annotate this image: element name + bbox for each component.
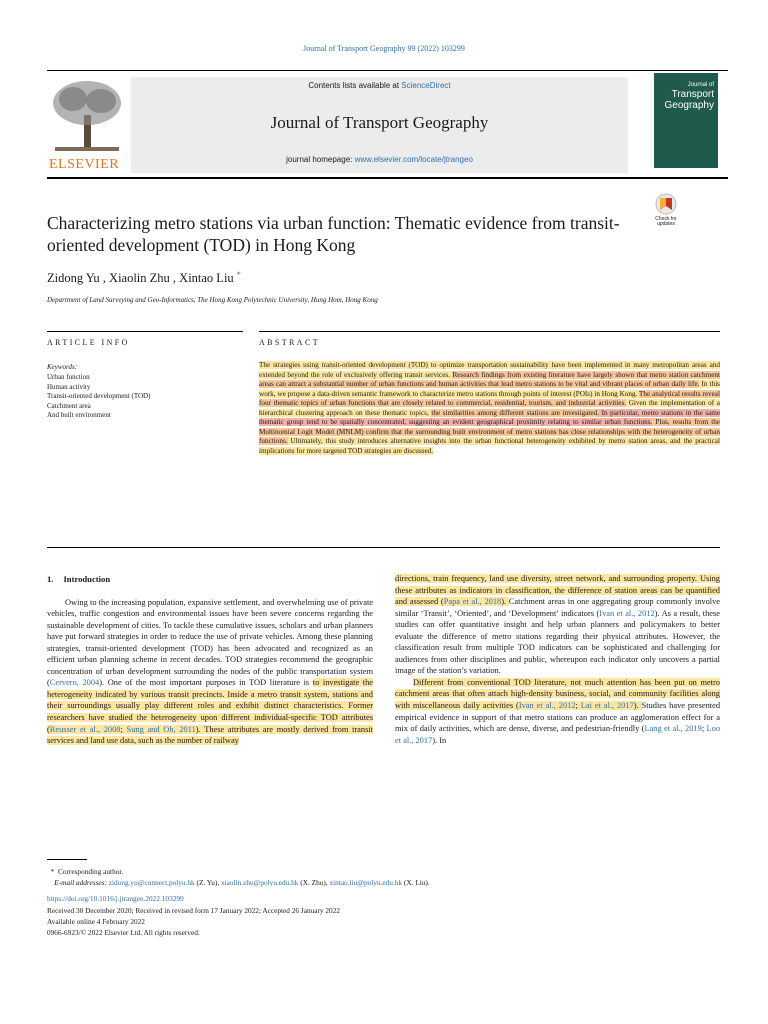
citation-link[interactable]: Ivan et al., 2012 (518, 701, 576, 711)
badge-text-1: Check for (655, 216, 677, 222)
journal-cover-image[interactable] (654, 73, 718, 168)
homepage-prefix: journal homepage: (286, 155, 355, 164)
elsevier-logo[interactable] (47, 77, 127, 173)
footnotes (47, 866, 720, 938)
doi-link[interactable]: https://doi.org/10.1016/j.jtrangeo.2022.103299 (47, 894, 184, 904)
corresponding-author-mark[interactable]: * (236, 270, 241, 279)
elsevier-wordmark: ELSEVIER (49, 157, 120, 172)
corresponding-author-text: Corresponding author. (57, 867, 124, 876)
author-affiliation: Department of Land Surveying and Geo-Informatics, The Hong Kong Polytechnic University, Hung Hom, Hong Kong (47, 296, 378, 304)
corresponding-author-note (47, 866, 720, 877)
journal-title: Journal of Transport Geography (270, 113, 489, 132)
cover-small-text: Journal of (687, 82, 714, 88)
email-label: E-mail addresses: (54, 878, 107, 888)
email-owner: (Z. Yu), (194, 878, 221, 888)
citation-link[interactable]: Cervero, 2004 (49, 678, 100, 688)
email-owner: (X. Liu). (402, 878, 430, 888)
email-link[interactable]: xintao.liu@polyu.edu.hk (329, 878, 403, 888)
journal-banner (131, 77, 628, 173)
article-title: Characterizing metro stations via urban function: Thematic evidence from transit-oriented development (TOD) in Hong Kong (47, 213, 620, 255)
citation-link[interactable]: Papa et al., 2018 (443, 597, 502, 607)
badge-text-2: updates (657, 221, 675, 227)
paragraph-segment: Studies have presented empirical evidence in support of that metro stations can produce an agglomeration effect for a mix of daily activities, which are dense, diverse, and pedestrian-friendly ( (395, 701, 721, 734)
author-list (47, 270, 241, 286)
intro-paragraph-2 (395, 677, 720, 746)
abstract-heading: ABSTRACT (259, 338, 320, 347)
keyword-item: Transit-oriented development (TOD) (47, 392, 151, 400)
citation-link[interactable]: Sung and Oh, 2011 (126, 724, 196, 734)
paragraph-segment: ; (120, 724, 127, 734)
paragraph-segment: ). As a result, these studies can offer quantitative insight and help urban planners and policymakers to better evaluate the difference of metro stations regarding their physical attributes. However, the classification result from multiple TOD indicators can be sophisticated and challenging for audiences from other disciplines and public, whereupon each indicator only uncovers a partial image of the station’s variation. (395, 608, 720, 676)
journal-citation-link[interactable]: Journal of Transport Geography 99 (2022) 103299 (303, 44, 465, 53)
keywords-list (47, 373, 150, 421)
paragraph-segment: ). (633, 701, 642, 711)
copyright-notice: 0966-6923/© 2022 Elsevier Ltd. All rights reserved. (47, 928, 200, 938)
check-for-updates-text (648, 217, 684, 227)
email-link[interactable]: xiaolin.zhu@polyu.edu.hk (221, 878, 299, 888)
cover-line-2: Geography (664, 100, 714, 111)
right-column (395, 573, 720, 746)
paragraph-segment: to investigate the heterogeneity indicated by various transit precincts. Inside a metro transit system, stations and their surroundings usually play different roles and exhibit distinct characteristics. Former researchers have studied the heterogeneity upon different individual-specific TOD attributes ( (47, 678, 373, 734)
journal-masthead (47, 70, 728, 179)
homepage-link[interactable]: www.elsevier.com/locate/jtrangeo (354, 155, 473, 164)
contents-availability (131, 81, 628, 90)
citation-link[interactable]: Lang et al., 2019 (644, 724, 702, 734)
section-title: Introduction (63, 574, 111, 584)
paragraph-segment: Owing to the increasing population, expansive settlement, and overwhelming use of private vehicles, traffic congestion and environmental issues have been severe concerns regarding the sustainable development of cities. To tackle these cumulative issues, scholars and urban planners have put forward strategies in order to reduce the use of private vehicles. Among these planning strategies, transit-oriented development (TOD) has been advocated and recognized as an efficient urban planning scheme in recent decades. TOD strategies recommend the geographic concentration of urban development surrounding the nodes of the public transportation system ( (47, 597, 373, 688)
email-addresses (47, 877, 720, 888)
left-column (47, 574, 373, 747)
footnote-rule (47, 859, 87, 860)
section-number: 1. (47, 574, 54, 584)
abstract-segment: Ultimately, this study introduces alternative insights into the urban functional heterogeneity exhibited by metro station areas, and the practical implications for more targeted TOD strategies are discussed. (259, 437, 720, 455)
paragraph-segment: directions, train frequency, land use diversity, street network, and surrounding property. Using these attributes as indicators in classification, the difference of station areas can be quantified and assessed ( (395, 574, 720, 607)
journal-homepage (131, 155, 628, 164)
received-dates: Received 30 December 2020; Received in revised form 17 January 2022; Accepted 26 January 2022 (47, 905, 340, 915)
paragraph-segment: Different from conventional TOD literature, not much attention has been put on metro catchment areas that often attach high-density business, social, and community facilities along with miscellaneous daily activities ( (395, 677, 720, 711)
check-for-updates-badge[interactable] (648, 192, 684, 232)
abstract-segment: In this work, we propose a data-driven semantic framework to characterize metro stations through points of interest (POIs) in Hong Kong. (259, 380, 720, 398)
intro-paragraph-continued (395, 573, 720, 677)
keyword-item: Urban function (47, 373, 90, 381)
available-online-date: Available online 4 February 2022 (47, 916, 145, 926)
citation-link[interactable]: Ivan et al., 2012 (599, 608, 655, 618)
abstract-segment: The strategies using transit-oriented development (TOD) to optimize transportation sustainability have been implemented in many metropolitan areas and extended beyond the role of exclusively offering transit services. (259, 361, 720, 379)
keyword-item: And built environment (47, 411, 111, 419)
abstract-segment: Research findings from existing literature have largely shown that metro station catchment areas can attract a substantial number of urban functions and human activities that lead metro stations to be vital and vibrant places of urban daily life. (259, 370, 720, 388)
email-link[interactable]: zidong.yu@connect.polyu.hk (108, 878, 195, 888)
cover-line-1: Transport (671, 89, 714, 100)
keywords-label: Keywords: (47, 363, 78, 371)
citation-link[interactable]: Loo et al., 2017 (395, 724, 721, 745)
abstract-segment: Given the implementation of a hierarchical clustering approach on these thematic topics, (259, 399, 720, 417)
section-heading-introduction (47, 574, 373, 586)
abstract-segment: Plus, results from the Multinomial Logit Model (MNLM) confirm that the surrounding built environment of metro stations has close relationships with the heterogeneity of urban functions. (259, 418, 720, 445)
abstract-segment: the similarities among different stations are investigated. (431, 408, 600, 417)
citation-link[interactable]: Reusser et al., 2008 (49, 724, 121, 734)
keyword-item: Catchment area (47, 401, 91, 410)
paragraph-segment: ). One of the most important purposes in TOD literature is (99, 678, 313, 688)
paragraph-segment: ; (701, 724, 707, 734)
abstract-segment: The analytical results reveal four thematic topics of urban functions that are closely related to commercial, residential, tourism, and industrial activities. (259, 389, 720, 407)
cover-title (665, 81, 714, 111)
article-info-rule (47, 331, 243, 332)
keyword-item: Human activity (47, 382, 91, 391)
abstract-text (259, 361, 720, 456)
email-owner: (X. Zhu), (298, 878, 330, 888)
paragraph-segment: ). In (432, 735, 447, 745)
abstract-segment: In particular, metro stations in the same thematic group tend to be spatially concentrated, suggesting an evident geographical proximity relating to similar urban functions. (259, 408, 720, 426)
paragraph-segment: Catchment areas in one aggregating group commonly involve similar ‘Transit’, ‘Oriented’, and ‘Development’ indicators ( (395, 597, 720, 618)
abstract-bottom-rule (47, 547, 720, 548)
paragraph-segment: ). (501, 597, 509, 607)
contents-prefix: Contents lists available at (308, 81, 402, 90)
abstract-rule (259, 331, 720, 332)
intro-paragraph-1 (47, 597, 373, 747)
check-for-updates-icon (648, 192, 684, 216)
footnote-star: * (50, 867, 55, 876)
elsevier-tree-icon (47, 77, 127, 157)
sciencedirect-link[interactable]: ScienceDirect (401, 81, 451, 90)
article-info-heading: ARTICLE INFO (47, 338, 130, 347)
author-names: Zidong Yu , Xiaolin Zhu , Xintao Liu (47, 271, 234, 286)
paragraph-segment: ; (575, 701, 581, 711)
citation-link[interactable]: Lai et al., 2017 (580, 701, 634, 711)
paragraph-segment: ). These attributes are mostly derived from transit services and land use data, such as the number of railway (47, 724, 374, 746)
